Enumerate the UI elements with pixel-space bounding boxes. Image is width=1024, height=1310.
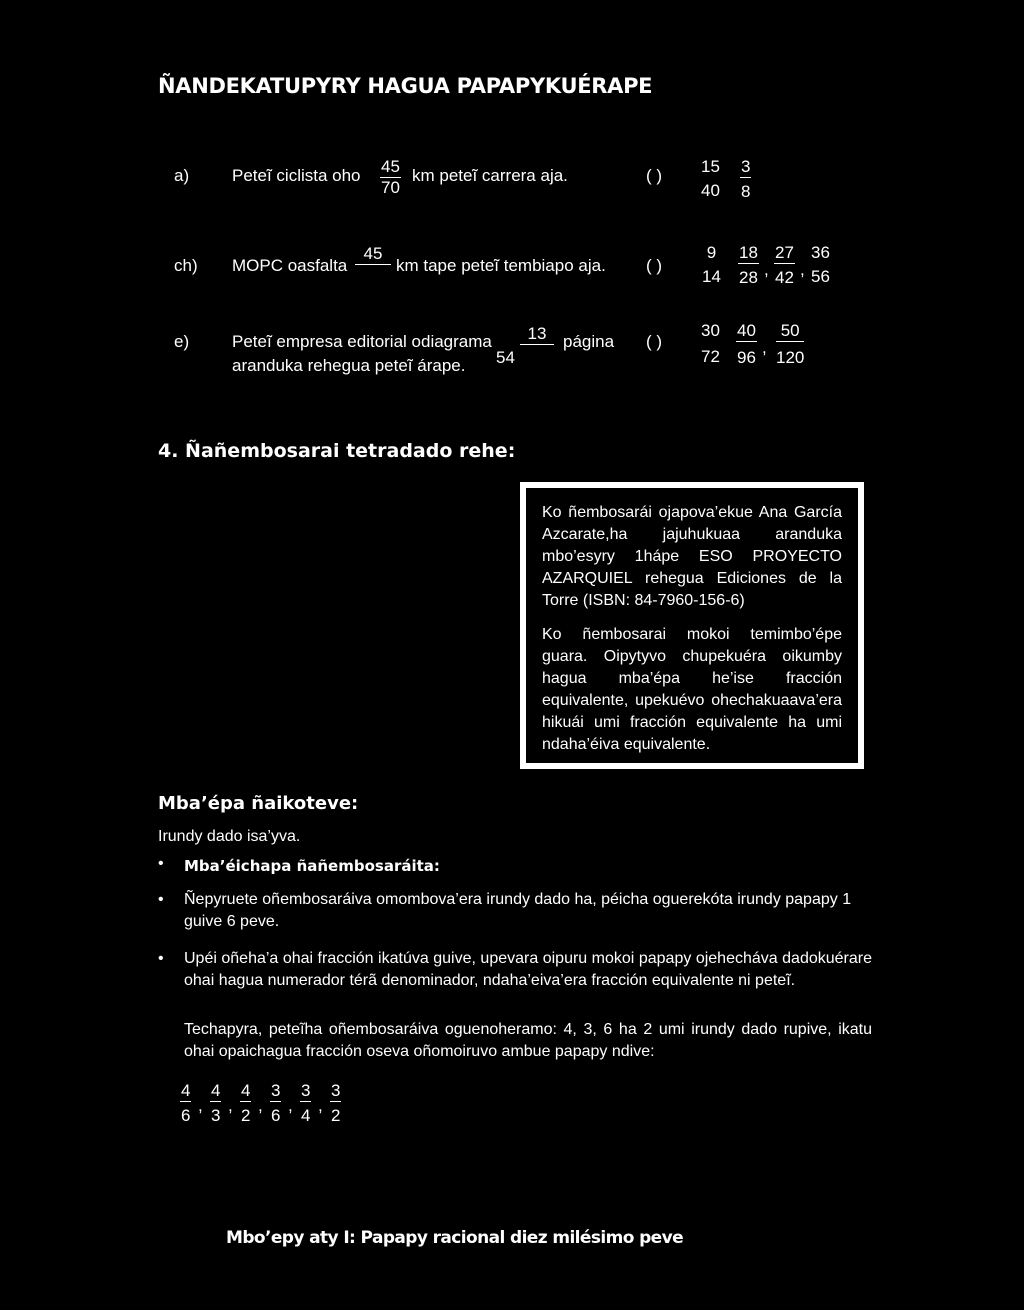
answer-parentheses[interactable]: ( ) <box>646 256 663 275</box>
info-box <box>520 482 864 769</box>
item-fraction: 45 <box>355 244 391 265</box>
item-text-after: km peteĩ carrera aja. <box>412 166 568 185</box>
example-fraction: $\frac{4}{2}$ <box>241 1081 251 1125</box>
item-text-after: página <box>563 332 615 351</box>
bullet-icon: • <box>158 950 164 967</box>
option-fraction: 15 40 <box>701 157 720 200</box>
example-fraction: $\frac{4}{6}$ <box>181 1081 191 1125</box>
example-text: Techapyra, peteĩha oñembosaráiva oguenoheramo: 4, 3, 6 ha 2 umi irundy dado rupive, ikatu ohai opaichagua fracción oseva oñomoiruvo ambue papapy ndive: <box>184 1021 872 1060</box>
bullet-icon: • <box>158 891 164 908</box>
example-fraction: $\frac{3}{2}$ <box>331 1081 341 1125</box>
example-fraction: $\frac{4}{3}$ <box>211 1081 221 1125</box>
option-fraction: $\frac{27}{42}$ <box>775 243 794 287</box>
footer-title: Mbo’epy aty I: Papapy racional diez milésimo peve <box>226 1228 684 1248</box>
option-fraction: 30 72 <box>701 321 720 366</box>
item-text-line2: aranduka rehegua peteĩ árape. <box>232 356 466 375</box>
materials-heading: Mba’épa ñaikoteve: <box>158 793 359 814</box>
option-fraction: $\frac{50}{120}$ <box>776 321 805 367</box>
example-fraction: $\frac{3}{6}$ <box>271 1081 281 1125</box>
item-letter: ch) <box>174 256 198 275</box>
item-fraction: 13 <box>520 324 554 345</box>
section-heading: 4. Ñañembosarai tetradado rehe: <box>158 440 516 462</box>
item-letter: a) <box>174 166 190 185</box>
item-fraction-denominator: 54 <box>496 348 515 367</box>
page-title: ÑANDEKATUPYRY HAGUA PAPAPYKUÉRAPE <box>158 74 653 98</box>
item-text: MOPC oasfalta <box>232 256 348 275</box>
item-text-line1: Peteĩ empresa editorial odiagrama <box>232 332 492 351</box>
option-fraction: 36 56 <box>811 243 830 286</box>
instruction-item: Upéi oñeha’a ohai fracción ikatúva guive, upevara oipuru mokoi papapy ojehecháva dadokuérare ohai hagua numerador térã denominador, ndaha’eiva’era fracción equivalente ni peteĩ. <box>184 950 872 989</box>
bullet-icon: • <box>158 855 164 872</box>
item-fraction: $\frac{45}{70}$ <box>381 157 400 197</box>
item-text-after: km tape peteĩ tembiapo aja. <box>396 256 606 275</box>
option-fraction: $\frac{3}{8}$ <box>741 157 751 201</box>
info-paragraph: Ko ñembosarái ojapova’ekue Ana García Azcarate,ha jajuhukuaa aranduka mbo’esyry 1hápe ESO PROYECTO AZARQUIEL rehegua Ediciones de la Torre (ISBN: 84-7960-156-6) <box>542 504 842 609</box>
materials-text: Irundy dado isa’yva. <box>158 828 301 845</box>
info-paragraph: Ko ñembosarai mokoi temimbo’épe guara. Oipytyvo chupekuéra oikumby hagua mba’épa he’ise fracción equivalente, upekuévo ohechakuaava’era hikuái umi fracción equivalente ha umi ndaha’éiva equivalente. <box>542 626 842 753</box>
example-fraction: $\frac{3}{4}$ <box>301 1081 311 1125</box>
instruction-item: Ñepyruete oñembosaráiva omombova’era irundy dado ha, péicha oguerekóta irundy papapy 1 guive 6 peve. <box>184 891 852 930</box>
option-fraction: $\frac{18}{28}$ <box>739 243 758 287</box>
answer-parentheses[interactable]: ( ) <box>646 332 663 351</box>
option-fraction: $\frac{40}{96}$ <box>737 321 756 367</box>
item-letter: e) <box>174 332 190 351</box>
answer-parentheses[interactable]: ( ) <box>646 166 663 185</box>
option-fraction: 9 14 <box>702 243 721 286</box>
item-text: Peteĩ ciclista oho <box>232 166 361 185</box>
instructions-heading: Mba’éichapa ñañembosaráita: <box>184 857 440 875</box>
